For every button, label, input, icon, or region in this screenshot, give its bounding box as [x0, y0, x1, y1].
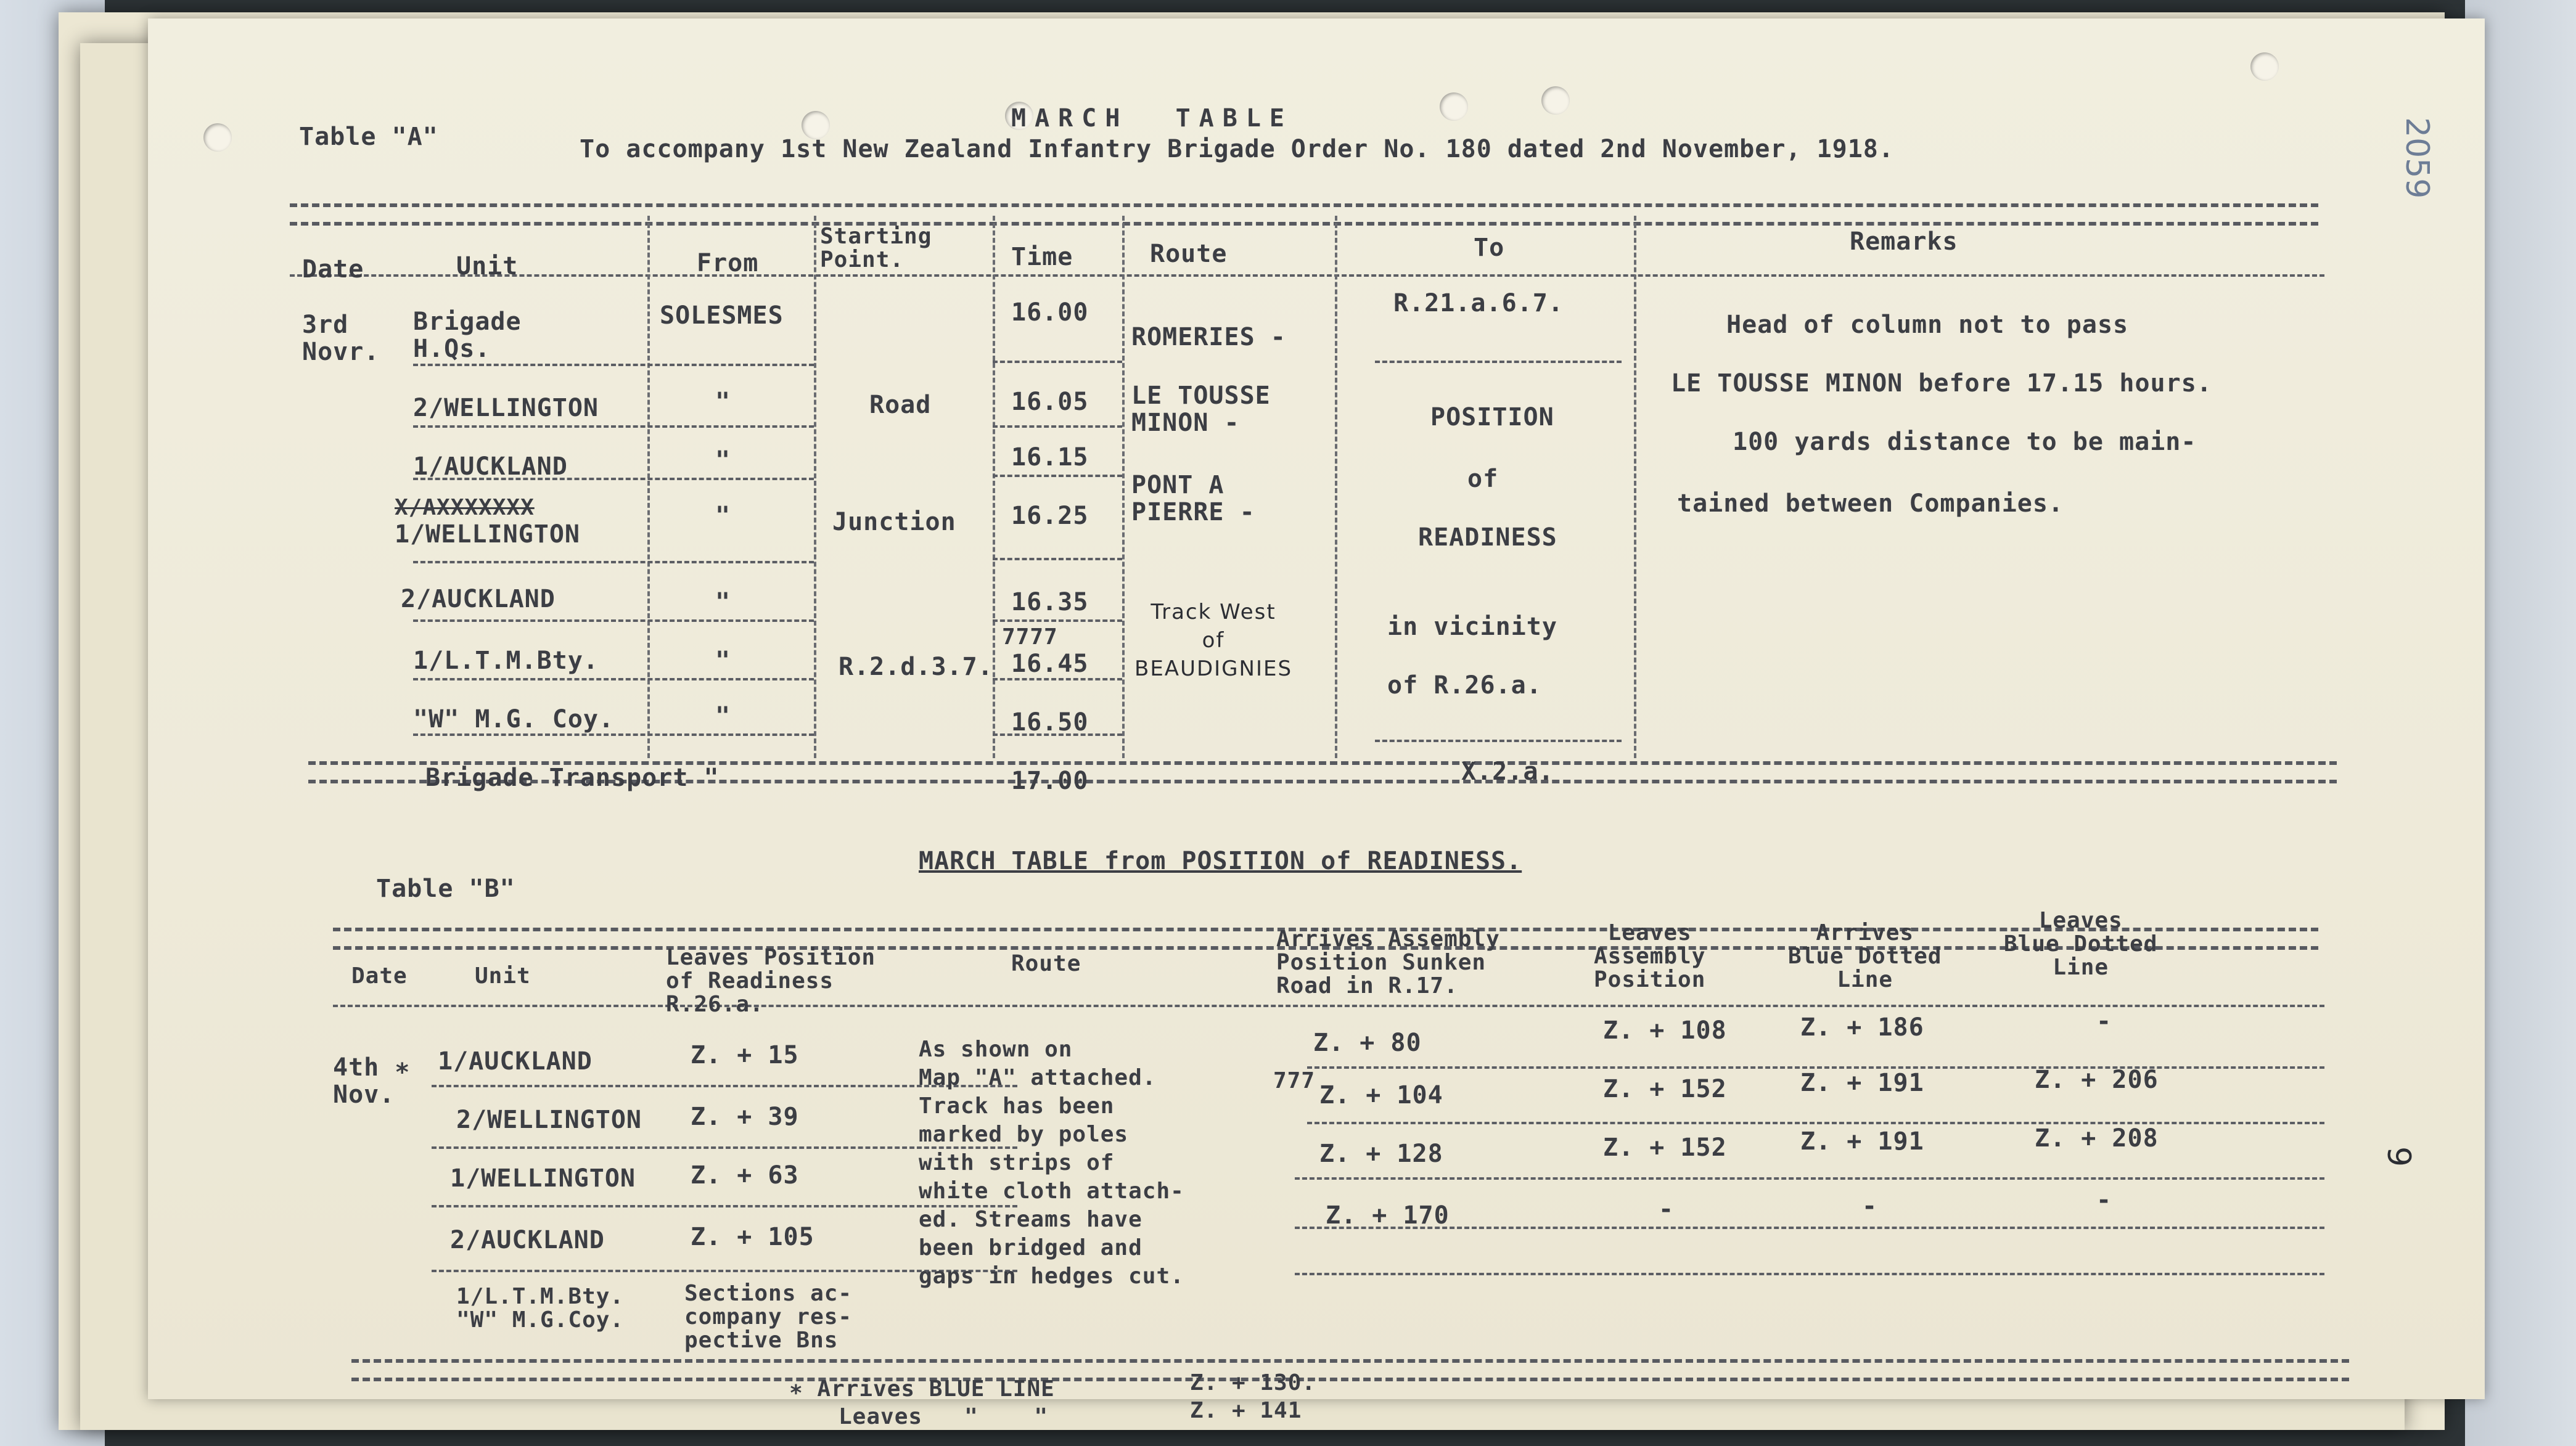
col-b-leaves-assembly: Leaves Assembly Position: [1594, 920, 1706, 992]
col-b-route: Route: [1011, 951, 1081, 976]
time-value: 16.35: [1011, 588, 1089, 616]
table-b-title: MARCH TABLE from POSITION of READINESS.: [919, 847, 1522, 875]
row-rule: [993, 619, 1122, 622]
remark-line: 100 yards distance to be main-: [1733, 428, 2197, 456]
to-of: of: [1467, 465, 1499, 493]
to-in-vicinity: in vicinity: [1387, 613, 1557, 641]
table-a-top-rule: [290, 222, 2318, 226]
arrives-assembly-value: Z. + 170: [1326, 1201, 1450, 1230]
remark-line: Head of column not to pass: [1726, 311, 2129, 339]
row-rule: [1295, 1273, 2324, 1275]
unit-w-mg-coy: "W" M.G. Coy.: [413, 705, 615, 733]
punch-hole: [1440, 92, 1468, 121]
time-value: 16.50: [1011, 708, 1089, 737]
starting-point-junction: Junction: [832, 508, 956, 536]
row-rule: [1295, 1177, 2324, 1180]
col-b-unit: Unit: [475, 963, 531, 989]
route-description: As shown on Map "A" attached. Track has been marked by poles with strips of white cloth attach- ed. Streams have been bridged and gaps in hedges cut.: [919, 1037, 1184, 1289]
table-b-date: 4th ∗ Nov.: [333, 1053, 411, 1109]
col-header-to: To: [1474, 234, 1505, 262]
from-ditto: ": [715, 702, 731, 730]
col-header-unit: Unit: [456, 252, 519, 280]
unit-brigade-hq: Brigade H.Qs.: [413, 308, 522, 363]
from-ditto: ": [715, 446, 731, 475]
route-pont-a-pierre: PONT A PIERRE -: [1131, 471, 1255, 526]
unit-2-wellington: 2/WELLINGTON: [413, 394, 599, 422]
row-rule: [413, 733, 814, 736]
row-rule: [993, 558, 1122, 560]
row-rule: [413, 619, 814, 622]
footnote-arrives-value: Z. + 130.: [1190, 1370, 1316, 1395]
document-subtitle: To accompany 1st New Zealand Infantry Brigade Order No. 180 dated 2nd November, 1918.: [580, 135, 1894, 163]
col-header-date: Date: [302, 255, 364, 284]
row-rule: [1307, 1066, 2324, 1069]
arrives-blue-value: Z. + 191: [1800, 1069, 1924, 1097]
table-a-title: MARCH TABLE: [1011, 104, 1293, 133]
leaves-blue-value: -: [2096, 1007, 2112, 1035]
struck-mark: 777: [1273, 1068, 1316, 1093]
table-a-date: 3rd Novr.: [302, 311, 380, 366]
route-romeries: ROMERIES -: [1131, 323, 1286, 351]
remark-line: tained between Companies.: [1677, 489, 2064, 518]
column-divider: [647, 216, 650, 758]
leaves-position-note: Sections ac- company res- pective Bns: [684, 1281, 853, 1353]
time-value: 16.00: [1011, 298, 1089, 327]
route-handwritten-note: Track West of BEAUDIGNIES: [1134, 600, 1293, 681]
to-grid-ref: R.21.a.6.7.: [1393, 289, 1564, 317]
col-b-leaves-position: Leaves Position of Readiness R.26.a.: [666, 945, 876, 1017]
unit-1-wellington: 1/WELLINGTON: [395, 520, 580, 549]
row-rule: [1375, 740, 1622, 742]
arrives-blue-value: -: [1862, 1192, 1878, 1220]
remark-line: LE TOUSSE MINON before 17.15 hours.: [1671, 369, 2212, 398]
leaves-assembly-value: Z. + 152: [1603, 1075, 1727, 1103]
time-value: 16.25: [1011, 502, 1089, 530]
table-a-label: Table "A": [299, 123, 438, 151]
arrives-assembly-value: Z. + 80: [1313, 1029, 1422, 1057]
footer-rule: [351, 1359, 2349, 1363]
column-divider: [1335, 216, 1337, 758]
time-value: 16.45: [1011, 650, 1089, 678]
route-le-tousse-minon: LE TOUSSE MINON -: [1131, 382, 1271, 437]
table-a-header-rule: [290, 274, 2324, 277]
footnote-arrives-label: ∗ Arrives BLUE LINE: [789, 1376, 1055, 1402]
table-b-header-rule: [333, 1005, 2324, 1007]
row-rule: [993, 678, 1122, 680]
col-b-date: Date: [351, 963, 408, 989]
col-header-starting-point: Starting Point.: [820, 224, 932, 272]
to-of-grid: of R.26.a.: [1387, 671, 1542, 700]
arrives-blue-value: Z. + 191: [1800, 1127, 1924, 1156]
unit-1-ltm-bty: 1/L.T.M.Bty.: [413, 647, 599, 675]
row-rule: [413, 678, 814, 680]
row-rule: [993, 361, 1122, 363]
archive-number-stamp: 2059: [2398, 117, 2435, 199]
leaves-blue-value: -: [2096, 1186, 2112, 1214]
arrives-assembly-value: Z. + 128: [1319, 1140, 1443, 1168]
leaves-assembly-value: Z. + 152: [1603, 1134, 1727, 1162]
leaves-blue-value: Z. + 206: [2035, 1066, 2159, 1094]
leaves-position-value: Z. + 63: [691, 1161, 799, 1190]
to-x2a: X.2.a.: [1461, 758, 1554, 786]
unit-2-auckland: 2/AUCKLAND: [401, 585, 556, 613]
from-ditto: ": [715, 388, 731, 416]
row-rule: [1375, 361, 1622, 363]
row-rule: [993, 425, 1122, 428]
struck-time: 7777: [1002, 624, 1058, 650]
row-rule: [1295, 1227, 2324, 1229]
document-page: [148, 18, 2485, 1429]
column-divider: [1122, 216, 1125, 758]
from-solesmes: SOLESMES: [660, 301, 784, 330]
col-header-route: Route: [1150, 240, 1228, 268]
unit-b-2-wellington: 2/WELLINGTON: [456, 1106, 642, 1134]
unit-b-2-auckland: 2/AUCKLAND: [450, 1226, 605, 1254]
struck-unit-text: X/AXXXXXXX: [395, 495, 535, 520]
punch-hole: [1541, 86, 1570, 115]
leaves-assembly-value: Z. + 108: [1603, 1016, 1727, 1045]
row-rule: [413, 425, 814, 428]
footnote-leaves-value: Z. + 141: [1190, 1398, 1302, 1423]
time-value: 16.15: [1011, 443, 1089, 472]
col-header-time: Time: [1011, 243, 1073, 271]
to-position: POSITION: [1430, 403, 1554, 431]
unit-b-1-auckland: 1/AUCKLAND: [438, 1047, 593, 1076]
starting-point-ref: R.2.d.3.7.: [839, 653, 993, 681]
leaves-assembly-value: -: [1659, 1195, 1675, 1223]
col-header-remarks: Remarks: [1850, 227, 1958, 256]
page-number: 9: [2380, 1146, 2417, 1167]
punch-hole: [2250, 52, 2279, 81]
time-value: 17.00: [1011, 767, 1089, 795]
from-ditto: ": [715, 502, 731, 530]
unit-1-auckland: 1/AUCKLAND: [413, 452, 568, 481]
arrives-blue-value: Z. + 186: [1800, 1013, 1924, 1042]
from-ditto: ": [715, 588, 731, 616]
column-divider: [1634, 216, 1636, 758]
footnote-leaves-label: Leaves " ": [839, 1404, 1049, 1429]
footer-rule: [351, 1378, 2349, 1381]
col-header-from: From: [697, 249, 759, 277]
row-rule: [413, 561, 814, 563]
unit-b-ltm-mg: 1/L.T.M.Bty. "W" M.G.Coy.: [456, 1284, 625, 1333]
time-value: 16.05: [1011, 388, 1089, 416]
leaves-position-value: Z. + 39: [691, 1103, 799, 1131]
col-b-leaves-blue: Leaves Blue Dotted Line: [2004, 908, 2158, 980]
punch-hole: [203, 123, 232, 152]
row-rule: [1307, 1122, 2324, 1124]
unit-brigade-transport: Brigade Transport ": [425, 764, 720, 792]
table-b-label: Table "B": [376, 875, 515, 903]
column-divider: [814, 216, 816, 758]
leaves-position-value: Z. + 15: [691, 1041, 799, 1069]
starting-point-road: Road: [869, 391, 932, 419]
table-a-top-rule: [290, 203, 2318, 207]
row-rule: [993, 475, 1122, 477]
col-b-arrives-assembly: Arrives Assembly Position Sunken Road in R.17.: [1276, 926, 1500, 999]
col-b-arrives-blue: Arrives Blue Dotted Line: [1788, 920, 1942, 992]
from-ditto: ": [715, 647, 731, 675]
to-readiness: READINESS: [1418, 523, 1557, 552]
row-rule: [413, 364, 814, 366]
arrives-assembly-value: Z. + 104: [1319, 1081, 1443, 1109]
unit-b-1-wellington: 1/WELLINGTON: [450, 1164, 636, 1193]
leaves-position-value: Z. + 105: [691, 1223, 814, 1251]
leaves-blue-value: Z. + 208: [2035, 1124, 2159, 1153]
